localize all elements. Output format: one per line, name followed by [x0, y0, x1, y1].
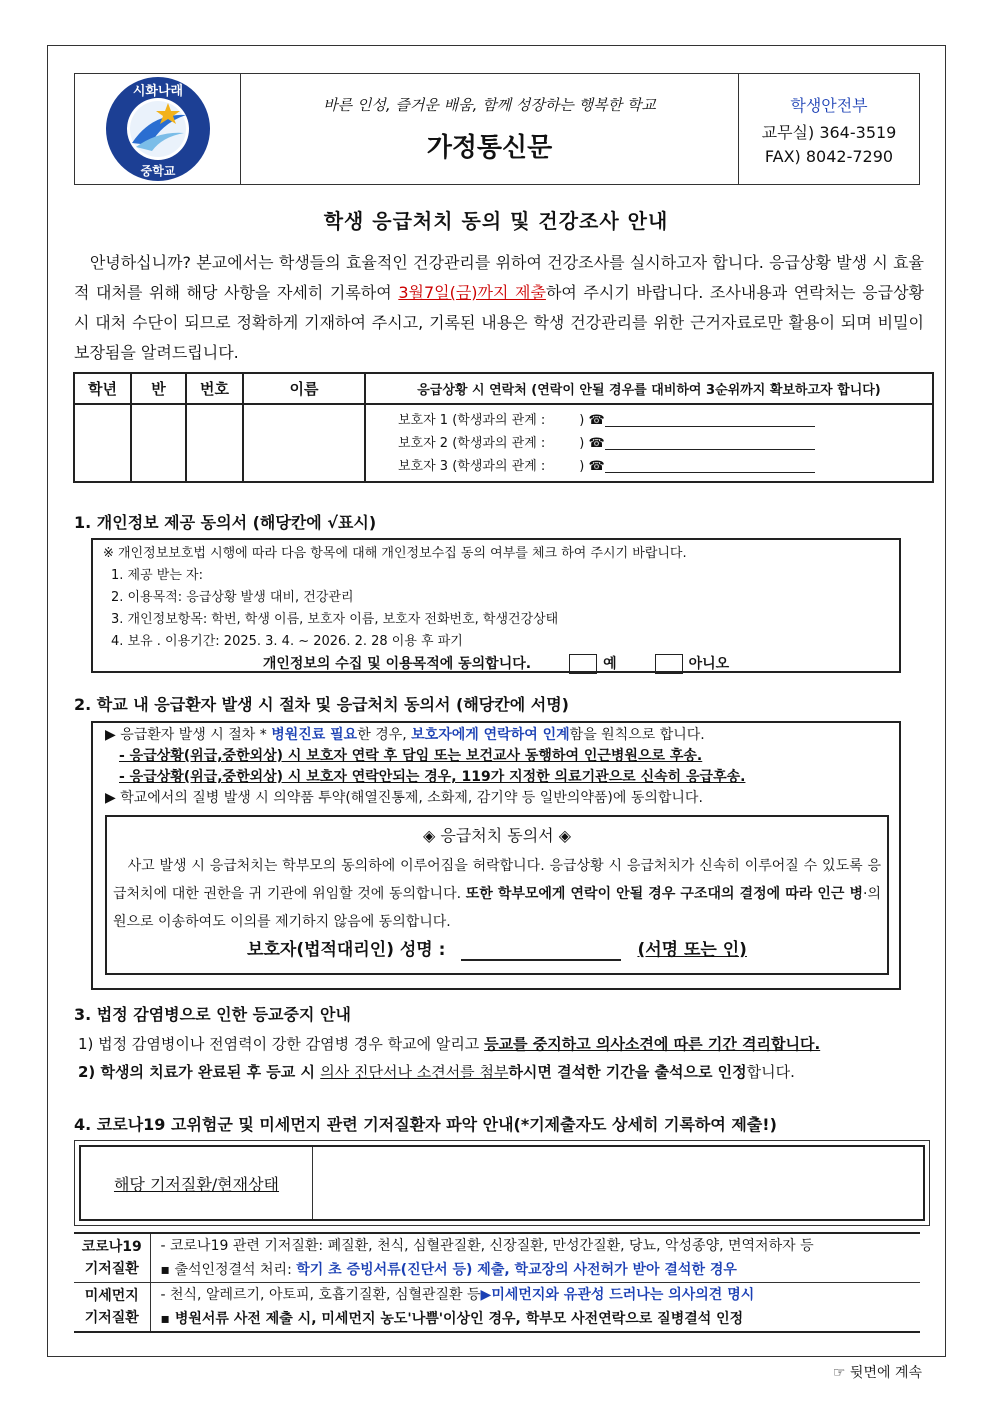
- dust-line-2: ▪ 병원서류 사전 제출 시, 미세먼지 농도'나쁨'이상인 경우, 학부모 사전연락으로 질병결석 인정: [160, 1311, 744, 1327]
- guardian-3-line[interactable]: 보호자 3 (학생과의 관계 : ) ☎: [388, 455, 932, 478]
- section3-body: [78, 1030, 820, 1086]
- col-number: 번호: [186, 373, 243, 404]
- condition-field-input[interactable]: [313, 1147, 923, 1219]
- header: [74, 73, 920, 185]
- emergency-procedure-box: [91, 721, 901, 990]
- consent-title: ◈ 응급처치 동의서 ◈: [422, 826, 572, 845]
- yes-checkbox[interactable]: [569, 654, 597, 674]
- privacy-item-2: 2. 이용목적: 응급상황 발생 대비, 건강관리: [111, 590, 354, 605]
- procedure-line-1: ▶ 응급환자 발생 시 절차 * 병원진료 필요한 경우, 보호자에게 연락하여 인계함을 원칙으로 합니다.: [105, 727, 705, 743]
- col-name: 이름: [243, 373, 365, 404]
- condition-field-label: 해당 기저질환/현재상태: [81, 1147, 313, 1219]
- guardian-signature: [113, 940, 881, 961]
- name-input[interactable]: [243, 404, 365, 482]
- guardian-1-line[interactable]: 보호자 1 (학생과의 관계 : ) ☎: [388, 409, 932, 432]
- section3-line-2: 2) 학생의 치료가 완료된 후 등교 시 의사 진단서나 소견서를 첨부하시면 결석한 기간을 출석으로 인정합니다.: [78, 1063, 795, 1081]
- no-checkbox[interactable]: [655, 654, 683, 674]
- signature-label: 보호자(법적대리인) 성명 :: [247, 940, 446, 960]
- signature-suffix: (서명 또는 인): [637, 940, 747, 960]
- covid-line-2: ▪ 출석인정결석 처리: 학기 초 증빙서류(진단서 등) 제출, 학교장의 사전허가 받아 결석한 경우: [160, 1262, 737, 1278]
- covid-line-1: - 코로나19 관련 기저질환: 폐질환, 천식, 심혈관질환, 신장질환, 만성간질환, 당뇨, 악성종양, 면역저하자 등: [160, 1238, 814, 1254]
- document-title: 학생 응급처치 동의 및 건강조사 안내: [323, 209, 669, 233]
- phone: 교무실) 364-3519: [761, 122, 897, 142]
- page-title: 가정통신문: [426, 133, 553, 163]
- guardian-contacts: [365, 404, 933, 482]
- svg-text:시화나래: 시화나래: [132, 84, 183, 99]
- school-motto: 바른 인성, 즐거운 배움, 함께 성장하는 행복한 학교: [323, 96, 656, 114]
- signature-field[interactable]: [461, 941, 621, 961]
- privacy-note: ※ 개인정보보호법 시행에 따라 다음 항목에 대해 개인정보수집 동의 여부를 체크 하여 주시기 바랍니다.: [103, 546, 687, 561]
- procedure-line-3: - 응급상황(위급,중한외상) 시 보호자 연락안되는 경우, 119가 지정한 의료기관으로 신속히 응급후송.: [119, 769, 746, 785]
- guardian-2-line[interactable]: 보호자 2 (학생과의 관계 : ) ☎: [388, 432, 932, 455]
- col-class: 반: [131, 373, 186, 404]
- yes-label: 예: [603, 656, 617, 672]
- privacy-agree-text: 개인정보의 수집 및 이용목적에 동의합니다.: [262, 656, 532, 672]
- svg-text:중학교: 중학교: [140, 164, 175, 178]
- grade-input[interactable]: [74, 404, 131, 482]
- section4-title: 4. 코로나19 고위험군 및 미세먼지 관련 기저질환자 파악 안내(*기제출자도 상세히 기록하여 제출!): [74, 1115, 777, 1134]
- department: 학생안전부: [790, 95, 868, 115]
- no-label: 아니오: [688, 656, 730, 672]
- consent-text: 사고 발생 시 응급처치는 학부모의 동의하에 이루어짐을 허락합니다. 응급상황 시 응급처치가 신속히 이루어질 수 있도록 응급처치에 대한 권한을 귀 기관에 위임할 것에 동의합니다. 또한 학부모에게 연락이 안될 경우 구조대의 결정에 따라 인근 병·의원으로 이송하여도 이의를 제기하지 않음에 동의합니다.: [113, 858, 881, 930]
- deadline: 3월7일(금)까지 제출: [398, 283, 546, 302]
- number-input[interactable]: [186, 404, 243, 482]
- covid-row: [74, 1233, 920, 1283]
- contact-table: [73, 372, 934, 483]
- col-grade: 학년: [74, 373, 131, 404]
- covid-label: 코로나19 기저질환: [74, 1233, 150, 1283]
- section2-title: 2. 학교 내 응급환자 발생 시 절차 및 응급처치 동의서 (해당칸에 서명): [74, 695, 569, 714]
- class-input[interactable]: [131, 404, 186, 482]
- privacy-item-3: 3. 개인정보항목: 학번, 학생 이름, 보호자 이름, 보호자 전화번호, 학생건강상태: [111, 612, 559, 627]
- dust-row: [74, 1283, 920, 1333]
- intro-paragraph: 안녕하십니까? 본교에서는 학생들의 효율적인 건강관리를 위하여 건강조사를 실시하고자 합니다. 응급상황 발생 시 효율적 대처를 위해 해당 사항을 자세히 기록하여 3월7일(금)까지 제출하여 주시기 바랍니다. 조사내용과 연락처는 응급상황 시 대처 수단이 되므로 정확하게 기재하여 주시고, 기록된 내용은 학생 건강관리를 위한 근거자료로만 활용이 되며 비밀이 보장됨을 알려드립니다.: [74, 253, 924, 362]
- procedure-line-2: - 응급상황(위급,중한외상) 시 보호자 연락 후 담임 또는 보건교사 동행하여 인근병원으로 후송.: [119, 748, 703, 764]
- procedure-line-4: ▶ 학교에서의 질병 발생 시 의약품 투약(해열진통제, 소화제, 감기약 등 일반의약품)에 동의합니다.: [105, 790, 703, 806]
- dust-line-1: - 천식, 알레르기, 아토피, 호흡기질환, 심혈관질환 등▶미세먼지와 유관성 드러나는 의사의견 명시: [160, 1287, 755, 1303]
- continue-note: ☞ 뒷면에 계속: [832, 1365, 922, 1381]
- privacy-item-1: 1. 제공 받는 자:: [111, 568, 203, 583]
- section3-line-1: 1) 법정 감염병이나 전염력이 강한 감염병 경우 학교에 알리고 등교를 중지하고 의사소견에 따른 기간 격리합니다.: [78, 1035, 821, 1053]
- school-emblem-icon: [102, 73, 214, 185]
- school-logo: [75, 74, 241, 184]
- dust-label: 미세먼지 기저질환: [74, 1283, 150, 1333]
- first-aid-consent-box: [105, 815, 889, 975]
- section1-title: 1. 개인정보 제공 동의서 (해당칸에 √표시): [74, 513, 377, 532]
- col-contact: 응급상황 시 연락처 (연락이 안될 경우를 대비하여 3순위까지 확보하고자 합니다): [365, 373, 933, 404]
- section3-title: 3. 법정 감염병으로 인한 등교중지 안내: [74, 1005, 351, 1024]
- condition-field-box: [74, 1140, 930, 1226]
- conditions-table: [74, 1232, 920, 1333]
- fax: FAX) 8042-7290: [764, 146, 894, 166]
- privacy-consent-box: [91, 538, 901, 673]
- privacy-item-4: 4. 보유 . 이용기간: 2025. 3. 4. ~ 2026. 2. 28 이용 후 파기: [111, 634, 463, 649]
